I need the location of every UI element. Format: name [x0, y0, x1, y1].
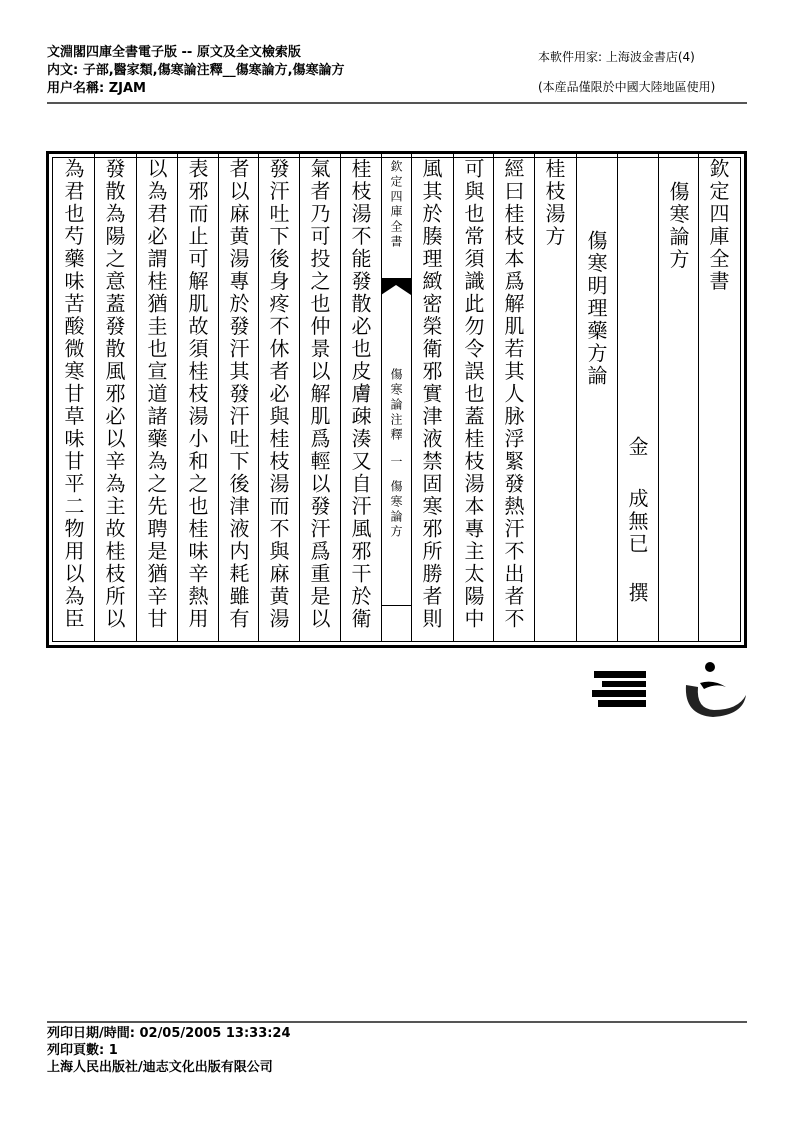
text-column: 為君也芍藥味苦酸微寒甘草味甘平二物用以為臣 [61, 158, 85, 631]
text-column: 可與也常須識此勿令誤也蓋桂枝湯本專主太陽中 [461, 158, 485, 631]
text-column: 表邪而止可解肌故須桂枝湯小和之也桂味辛熱用 [185, 158, 209, 631]
text-column: 發散為陽之意蓋發散風邪必以辛為主故桂枝所以 [102, 158, 126, 631]
collection-title: 欽定四庫全書 [706, 158, 730, 293]
footer-rule [47, 1021, 747, 1023]
text-column: 者以麻黄湯專於發汗其發汗吐下後津液内耗雖有 [226, 158, 250, 631]
strip-section: 傷寒論方 [389, 480, 403, 540]
publisher: 上海人民出版社/迪志文化出版有限公司 [47, 1060, 273, 1075]
author-dynasty: 金 [625, 436, 649, 459]
seal-logo [588, 655, 748, 725]
text-column: 桂枝湯不能發散必也皮膚疎湊又自汗風邪干於衛 [348, 158, 372, 631]
text-column: 發汗吐下後身疼不休者必與桂枝湯而不與麻黄湯 [266, 158, 290, 631]
text-column: 經曰桂枝本爲解肌若其人脉浮緊發熱汗不出者不 [501, 158, 525, 631]
text-column: 氣者乃可投之也仲景以解肌爲輕以發汗爲重是以 [307, 158, 331, 631]
strip-collection: 欽定四庫全書 [389, 160, 403, 250]
strip-book: 傷寒論注釋 [389, 368, 403, 443]
header-title: 文淵閣四庫全書電子版 -- 原文及全文檢索版 [47, 45, 301, 60]
header-rule [47, 102, 747, 104]
print-pages: 列印頁數: 1 [47, 1043, 118, 1058]
header-content-path: 内文: 子部,醫家類,傷寒論注釋__傷寒論方,傷寒論方 [47, 63, 345, 78]
author-role: 撰 [625, 582, 649, 605]
print-time: 列印日期/時間: 02/05/2005 13:33:24 [47, 1026, 291, 1041]
author-name: 成無已 [625, 488, 649, 556]
header-username: 用户名稱: ZJAM [47, 81, 146, 96]
header-licensee: 本軟件用家: 上海波金書店(4) [538, 50, 695, 64]
section-title: 傷寒明理藥方論 [584, 230, 608, 388]
book-title: 傷寒論方 [666, 181, 690, 271]
text-column: 以為君必謂桂猶圭也宣道諸藥為之先聘是猶辛甘 [144, 158, 168, 631]
header-restriction: (本産品僅限於中國大陸地區使用) [538, 80, 716, 94]
text-column: 風其於腠理緻密榮衛邪實津液禁固寒邪所勝者則 [419, 158, 443, 631]
recipe-title: 桂枝湯方 [542, 158, 566, 248]
strip-volume: 一 [389, 455, 403, 470]
fishtail-mark [381, 279, 411, 295]
